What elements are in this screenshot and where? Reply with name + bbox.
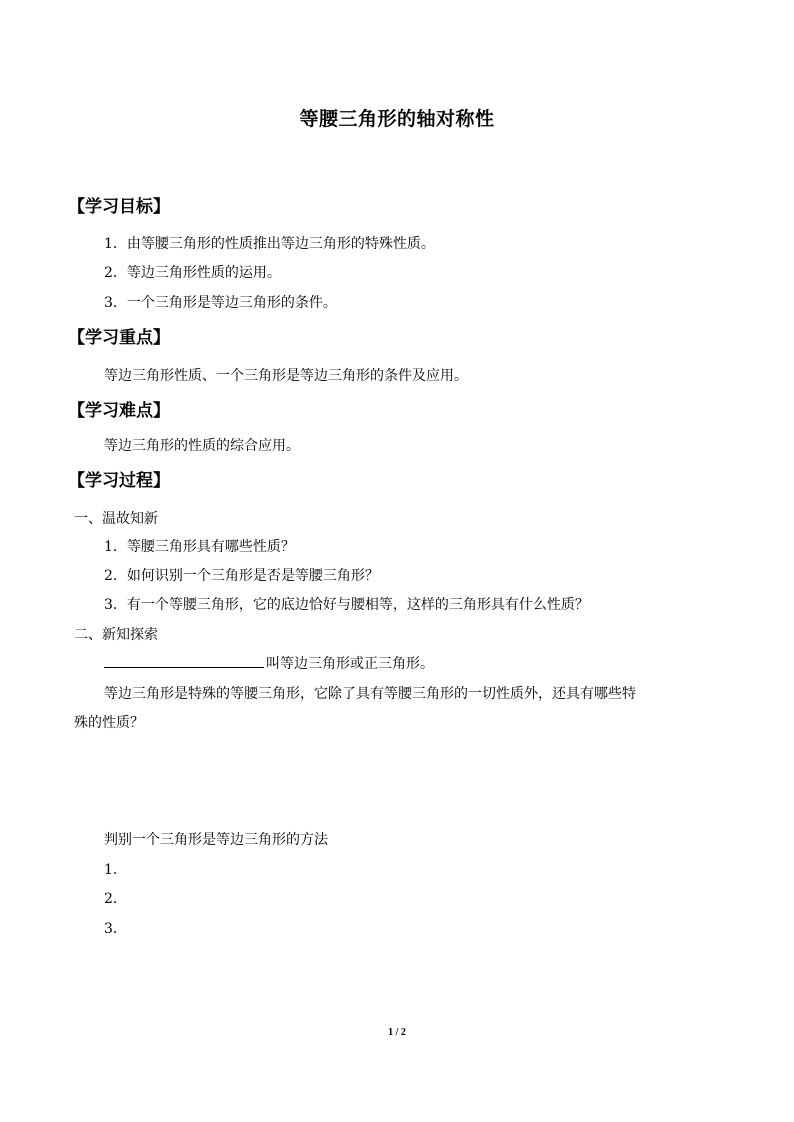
objective-item: 2．等边三角形性质的运用。 — [104, 265, 281, 281]
document-title: 等腰三角形的轴对称性 — [299, 108, 495, 130]
process-heading: 【学习过程】 — [68, 471, 170, 491]
difficulties-heading: 【学习难点】 — [68, 401, 170, 421]
objective-item: 1．由等腰三角形的性质推出等边三角形的特殊性质。 — [104, 236, 435, 252]
difficulties-text: 等边三角形的性质的综合应用。 — [104, 438, 300, 454]
review-item: 1．等腰三角形具有哪些性质？ — [104, 539, 295, 555]
section-review-title: 一、温故知新 — [74, 511, 158, 527]
objectives-heading: 【学习目标】 — [68, 197, 170, 217]
key-points-text: 等边三角形性质、一个三角形是等边三角形的条件及应用。 — [104, 368, 468, 384]
review-item: 3．有一个等腰三角形，它的底边恰好与腰相等，这样的三角形具有什么性质？ — [104, 597, 589, 613]
answer-blank[interactable] — [104, 653, 264, 668]
paragraph-line: 殊的性质？ — [74, 715, 144, 731]
method-item: 2． — [104, 891, 127, 907]
fill-blank-text: 叫等边三角形或正三角形。 — [266, 656, 434, 672]
method-item: 1． — [104, 862, 127, 878]
review-item: 2．如何识别一个三角形是否是等腰三角形？ — [104, 568, 379, 584]
fill-blank-line — [104, 653, 434, 673]
methods-title: 判别一个三角形是等边三角形的方法 — [104, 832, 328, 848]
paragraph-line: 等边三角形是特殊的等腰三角形，它除了具有等腰三角形的一切性质外，还具有哪些特 — [104, 686, 636, 702]
method-item: 3． — [104, 921, 127, 937]
section-explore-title: 二、新知探索 — [74, 627, 158, 643]
page-number: 1 / 2 — [388, 1027, 406, 1038]
key-points-heading: 【学习重点】 — [68, 328, 170, 348]
objective-item: 3．一个三角形是等边三角形的条件。 — [104, 295, 337, 311]
